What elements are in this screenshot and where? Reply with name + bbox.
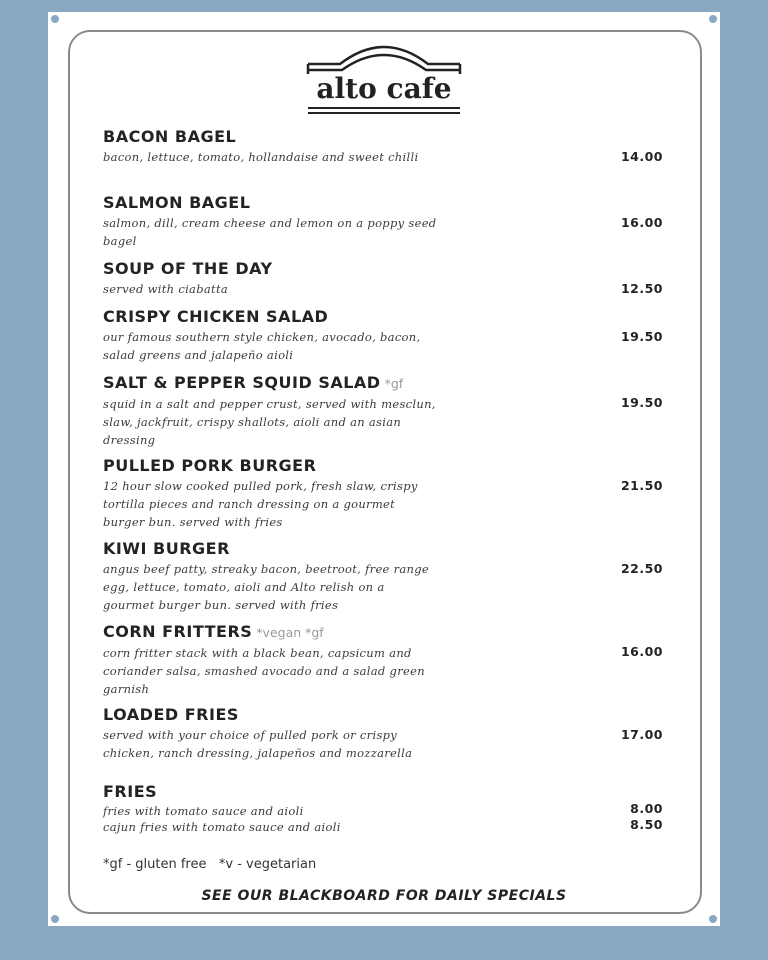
- menu-item-description: corn fritter stack with a black bean, capsicum and coriander salsa, smashed avocado and a salad green garnish: [103, 646, 425, 696]
- menu-item: [103, 259, 663, 298]
- menu-item-name: LOADED FRIES: [103, 705, 239, 724]
- menu-item-price: 19.50: [620, 395, 663, 410]
- menu-item-description: angus beef patty, streaky bacon, beetroot, free range egg, lettuce, tomato, aioli and Alto relish on a gourmet burger bun. served with fries: [103, 562, 430, 612]
- menu-item: [103, 193, 663, 250]
- menu-item-description: served with your choice of pulled pork or crispy chicken, ranch dressing, jalapeños and mozzarella: [103, 728, 413, 760]
- menu-item-name: SALMON BAGEL: [103, 193, 251, 212]
- menu-item-description: salmon, dill, cream cheese and lemon on a poppy seed bagel: [103, 216, 437, 248]
- brand-name: alto cafe: [316, 72, 452, 105]
- daily-specials-note: SEE OUR BLACKBOARD FOR DAILY SPECIALS: [201, 888, 567, 904]
- menu-item-name: SOUP OF THE DAY: [103, 259, 273, 278]
- menu-item-price: 12.50: [620, 281, 663, 296]
- menu-item-description: bacon, lettuce, tomato, hollandaise and sweet chilli: [103, 150, 419, 164]
- menu-item: [103, 705, 663, 762]
- menu-item: [103, 373, 663, 449]
- menu-item-price: 19.50: [620, 329, 663, 344]
- menu-page: [48, 12, 720, 926]
- dietary-footnote: *gf - gluten free *v - vegetarian: [103, 857, 317, 872]
- dietary-tag: *vegan *gf: [256, 625, 324, 640]
- dietary-tag: *gf: [384, 376, 404, 391]
- menu-item-name: KIWI BURGER: [103, 539, 230, 558]
- corner-dot: [709, 915, 717, 923]
- menu-item-name: PULLED PORK BURGER: [103, 456, 317, 475]
- menu-item-name: BACON BAGEL: [103, 127, 237, 146]
- menu-item-name: SALT & PEPPER SQUID SALAD *gf: [103, 373, 404, 392]
- corner-dot: [51, 15, 59, 23]
- menu-item-description: 12 hour slow cooked pulled pork, fresh slaw, crispy tortilla pieces and ranch dressing on a gourmet burger bun. served with fries: [103, 479, 418, 529]
- menu-item-price: 16.00: [620, 215, 663, 230]
- menu-item: [103, 127, 663, 166]
- menu-item-name: CRISPY CHICKEN SALAD: [103, 307, 329, 326]
- corner-dot: [51, 915, 59, 923]
- menu-item-name: FRIES: [103, 782, 158, 801]
- fries-option-price: 8.00: [630, 801, 663, 816]
- menu-item-price: 21.50: [620, 478, 663, 493]
- menu-item: [103, 539, 663, 614]
- fries-section: [103, 782, 663, 835]
- fries-option-price: 8.50: [630, 817, 663, 832]
- menu-item-name: CORN FRITTERS *vegan *gf: [103, 622, 324, 641]
- menu-item-description: squid in a salt and pepper crust, served with mesclun, slaw, jackfruit, crispy shallots, aioli and an asian dressing: [103, 397, 436, 447]
- menu-item-price: 14.00: [620, 149, 663, 164]
- menu-item-price: 16.00: [620, 644, 663, 659]
- cafe-logo: [306, 36, 462, 122]
- menu-item: [103, 622, 663, 698]
- menu-item-description: our famous southern style chicken, avocado, bacon, salad greens and jalapeño aioli: [103, 330, 421, 362]
- menu-item: [103, 307, 663, 364]
- fries-option-description: fries with tomato sauce and aioli: [103, 804, 304, 818]
- menu-item-price: 17.00: [620, 727, 663, 742]
- menu-item-description: served with ciabatta: [103, 282, 229, 296]
- menu-item-price: 22.50: [620, 561, 663, 576]
- corner-dot: [709, 15, 717, 23]
- menu-item: [103, 456, 663, 531]
- fries-option-description: cajun fries with tomato sauce and aioli: [103, 820, 341, 834]
